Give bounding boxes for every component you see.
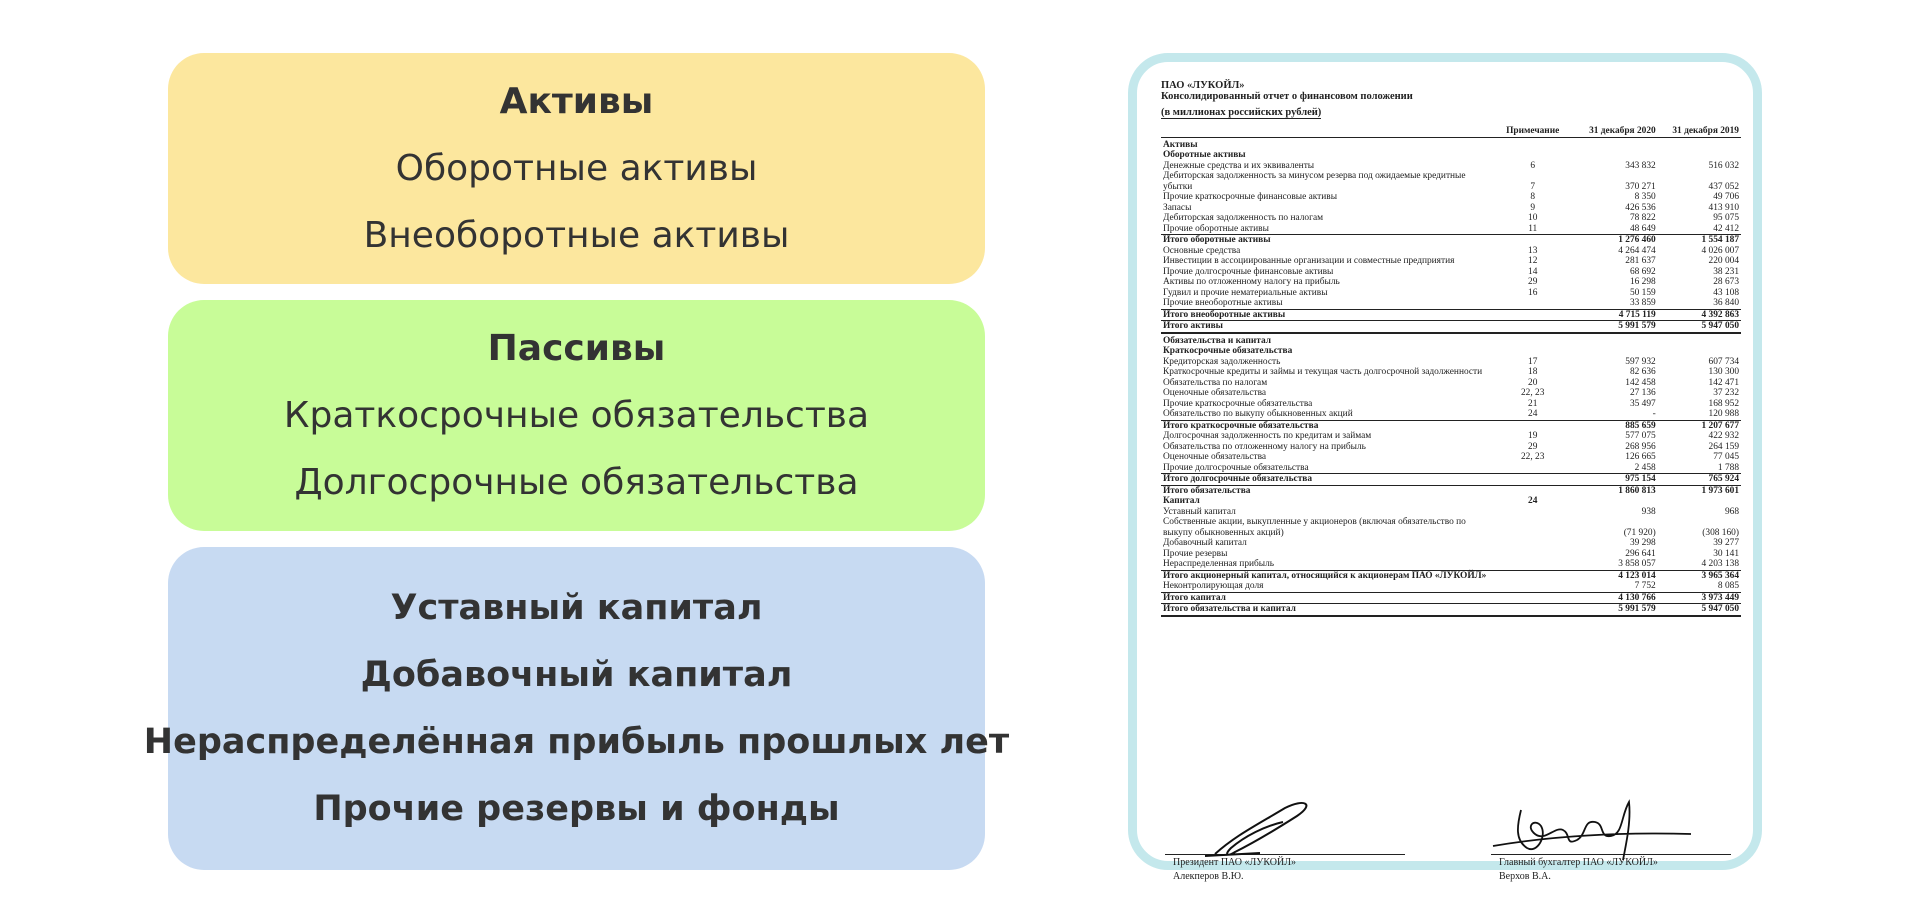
table-row [1161, 474, 1741, 486]
table-row [1161, 485, 1741, 496]
row-value-2020: 48 649 [1574, 224, 1657, 235]
doc-title: Консолидированный отчет о финансовом положении [1161, 91, 1413, 102]
row-label: Прочие долгосрочные обязательства [1161, 463, 1491, 474]
table-row [1161, 420, 1741, 431]
table-row [1161, 224, 1741, 235]
table-row [1161, 538, 1741, 549]
row-label: Итого обязательства и капитал [1161, 604, 1491, 616]
row-value-2019: 3 965 364 [1701, 570, 1739, 581]
table-row [1161, 192, 1741, 203]
row-label: Прочие долгосрочные финансовые активы [1163, 266, 1334, 277]
table-row [1161, 267, 1741, 278]
row-label: Дебиторская задолженность по налогам [1163, 213, 1324, 223]
row-label: Капитал [1163, 496, 1200, 506]
capital-item-retained: Нераспределённая прибыль прошлых лет [143, 721, 1010, 762]
row-note [1491, 420, 1575, 431]
table-row [1161, 277, 1741, 288]
row-label: Инвестиции в ассоциированные организации и совместные предприятия [1163, 256, 1455, 266]
row-label: Прочие оборотные активы [1161, 224, 1491, 235]
row-label: Основные средства [1163, 245, 1241, 256]
row-value-2020: 35 497 [1629, 398, 1656, 409]
row-label: Итого оборотные активы [1161, 235, 1491, 246]
table-row [1161, 213, 1741, 224]
row-value-2020: 281 637 [1625, 256, 1656, 266]
row-note [1491, 474, 1575, 486]
balance-sheet-table [1161, 122, 1741, 617]
row-label: Нераспределенная прибыль [1161, 559, 1491, 570]
row-label: Оценочные обязательства [1163, 452, 1267, 462]
row-note [1491, 549, 1575, 560]
table-row [1161, 321, 1741, 333]
row-value-2019: 516 032 [1708, 160, 1739, 171]
row-value-2020: 7 752 [1574, 581, 1657, 592]
row-value-2020: 4 130 766 [1574, 592, 1657, 604]
row-value-2019: 1 788 [1658, 463, 1741, 474]
row-note: 16 [1528, 287, 1538, 298]
row-value-2020: 126 665 [1625, 452, 1656, 462]
row-note: 29 [1528, 441, 1538, 452]
row-value-2019 [1658, 496, 1741, 507]
row-note [1491, 298, 1575, 309]
assets-item-noncurrent: Внеоборотные активы [363, 215, 790, 256]
liabilities-item-long-term: Долгосрочные обязательства [294, 462, 859, 503]
row-value-2020: 68 692 [1629, 266, 1656, 277]
row-label: Собственные акции, выкупленные у акционеров (включая обязательство по выкупу обыкновенных акций) [1163, 517, 1466, 538]
column-header-2019: 31 декабря 2019 [1658, 122, 1741, 137]
row-label: Краткосрочные кредиты и займы и текущая часть долгосрочной задолженности [1163, 367, 1483, 377]
row-note [1491, 485, 1575, 496]
row-label: Обязательства по отложенному налогу на прибыль [1163, 441, 1366, 452]
row-note: 24 [1528, 496, 1538, 506]
table-row [1161, 309, 1741, 321]
row-value-2020: 1 860 813 [1574, 485, 1657, 496]
row-label: Прочие внеоборотные активы [1161, 298, 1491, 309]
row-note: 14 [1528, 266, 1538, 277]
row-note [1491, 150, 1575, 161]
table-row [1161, 431, 1741, 442]
table-row [1161, 137, 1741, 150]
table-row [1161, 604, 1741, 616]
row-label: Добавочный капитал [1163, 538, 1247, 548]
table-row [1161, 442, 1741, 453]
signature-accountant-name: Верхов В.А. [1499, 871, 1551, 882]
table-row [1161, 161, 1741, 172]
row-value-2019 [1658, 137, 1741, 150]
liabilities-title: Пассивы [487, 328, 666, 369]
row-value-2019: 1 554 187 [1658, 235, 1741, 246]
row-value-2020: 938 [1641, 506, 1656, 517]
liabilities-item-short-term: Краткосрочные обязательства [283, 395, 870, 436]
row-value-2019: 168 952 [1708, 398, 1739, 409]
table-row [1161, 549, 1741, 560]
table-row [1161, 150, 1741, 161]
row-note [1491, 570, 1575, 581]
table-row [1161, 333, 1741, 347]
row-label: Итого внеоборотные активы [1161, 309, 1491, 321]
row-note: 13 [1528, 245, 1538, 256]
row-value-2020 [1574, 496, 1657, 507]
row-value-2019: 49 706 [1713, 192, 1739, 202]
balance-sheet-document [1161, 80, 1741, 882]
row-value-2019 [1658, 346, 1741, 357]
row-note: 19 [1528, 431, 1538, 441]
row-note: 29 [1528, 277, 1538, 287]
row-value-2020: 4 264 474 [1618, 245, 1656, 256]
row-note: 11 [1491, 224, 1575, 235]
row-value-2020: 268 956 [1625, 441, 1656, 452]
row-value-2019: 4 026 007 [1701, 245, 1739, 256]
row-value-2020: 50 159 [1629, 287, 1656, 298]
balance-sheet-body [1161, 122, 1741, 616]
row-note [1491, 333, 1575, 347]
row-note: 21 [1528, 398, 1538, 409]
row-value-2020: 2 458 [1574, 463, 1657, 474]
row-value-2020: 343 832 [1625, 160, 1656, 171]
row-value-2019: 264 159 [1708, 441, 1739, 452]
row-value-2019: 3 973 449 [1658, 592, 1741, 604]
row-value-2020: 16 298 [1629, 277, 1656, 287]
row-note [1491, 309, 1575, 321]
table-row [1161, 496, 1741, 507]
table-header-row [1161, 122, 1741, 137]
row-label: Итого акционерный капитал, относящийся к акционерам ПАО «ЛУКОЙЛ» [1163, 570, 1487, 581]
row-value-2020: 577 075 [1625, 431, 1656, 441]
row-label: Прочие краткосрочные обязательства [1163, 398, 1313, 409]
row-value-2020: 33 859 [1574, 298, 1657, 309]
row-note: 6 [1530, 160, 1536, 171]
row-value-2020: 27 136 [1629, 388, 1656, 398]
row-label: Прочие резервы [1163, 548, 1228, 559]
signature-president-role: Президент ПАО «ЛУКОЙЛ» [1173, 857, 1297, 868]
capital-item-reserves: Прочие резервы и фонды [313, 788, 840, 829]
row-value-2019 [1658, 150, 1741, 161]
table-row [1161, 581, 1741, 592]
row-value-2020: 142 458 [1625, 377, 1656, 388]
row-note [1491, 463, 1575, 474]
row-label: Итого капитал [1161, 592, 1491, 604]
liabilities-card [168, 300, 985, 531]
row-value-2020: 4 123 014 [1618, 570, 1656, 581]
row-note [1491, 538, 1575, 549]
table-row [1161, 388, 1741, 399]
row-value-2019: 1 207 677 [1658, 420, 1741, 431]
row-value-2019: 36 840 [1658, 298, 1741, 309]
signature-accountant-mark [1491, 796, 1711, 866]
doc-company: ПАО «ЛУКОЙЛ» [1161, 80, 1245, 91]
row-label: Прочие краткосрочные финансовые активы [1163, 192, 1338, 202]
row-value-2019: 968 [1724, 506, 1739, 517]
row-label: Активы [1163, 139, 1198, 150]
row-value-2020: 3 858 057 [1574, 559, 1657, 570]
row-note: 9 [1530, 202, 1536, 213]
row-value-2019: 5 947 050 [1658, 321, 1741, 333]
row-note [1491, 581, 1575, 592]
table-row [1161, 298, 1741, 309]
row-value-2019: 43 108 [1713, 287, 1739, 298]
row-value-2020: - [1574, 409, 1657, 420]
row-label: Итого краткосрочные обязательства [1161, 420, 1491, 431]
row-label: Денежные средства и их эквиваленты [1163, 160, 1315, 171]
row-value-2019: 5 947 050 [1658, 604, 1741, 616]
row-value-2019: 77 045 [1713, 452, 1739, 462]
row-value-2019: 38 231 [1713, 266, 1739, 277]
table-row [1161, 288, 1741, 299]
row-label: Обязательства и капитал [1163, 335, 1271, 346]
table-row [1161, 246, 1741, 257]
row-value-2020: 39 298 [1629, 538, 1656, 548]
column-header-2020: 31 декабря 2020 [1574, 122, 1657, 137]
row-value-2019: (308 160) [1702, 527, 1739, 538]
capital-item-additional: Добавочный капитал [360, 654, 793, 695]
row-value-2020: 5 991 579 [1574, 604, 1657, 616]
row-label: Обязательства по налогам [1163, 377, 1268, 388]
table-row [1161, 570, 1741, 581]
row-value-2019: 607 734 [1708, 356, 1739, 367]
doc-units: (в миллионах российских рублей) [1161, 107, 1322, 118]
row-value-2020: 296 641 [1625, 548, 1656, 559]
signature-area [1161, 796, 1741, 886]
row-value-2020: 597 932 [1625, 356, 1656, 367]
row-value-2019: 42 412 [1658, 224, 1741, 235]
row-value-2019: 765 924 [1658, 474, 1741, 486]
capital-item-charter: Уставный капитал [390, 587, 763, 628]
row-note [1491, 517, 1575, 538]
row-label: Оборотные активы [1163, 150, 1246, 160]
row-value-2019: 4 203 138 [1658, 559, 1741, 570]
row-label: Кредиторская задолженность [1163, 356, 1281, 367]
row-label: Итого долгосрочные обязательства [1161, 474, 1491, 486]
assets-title: Активы [499, 81, 654, 122]
row-note: 18 [1528, 367, 1538, 377]
row-value-2019: 95 075 [1713, 213, 1739, 223]
table-row [1161, 507, 1741, 518]
capital-card [143, 547, 1010, 870]
table-row [1161, 517, 1741, 538]
row-note [1491, 321, 1575, 333]
table-row [1161, 592, 1741, 604]
table-row [1161, 235, 1741, 246]
row-label: Краткосрочные обязательства [1163, 346, 1293, 356]
row-value-2019: 30 141 [1713, 548, 1739, 559]
row-note [1491, 235, 1575, 246]
row-note [1491, 346, 1575, 357]
row-note: 12 [1528, 256, 1538, 266]
row-label: Оценочные обязательства [1163, 388, 1267, 398]
table-row [1161, 357, 1741, 368]
table-row [1161, 378, 1741, 389]
assets-item-current: Оборотные активы [395, 148, 758, 189]
row-value-2020: 4 715 119 [1574, 309, 1657, 321]
row-value-2020: 78 822 [1629, 213, 1656, 223]
row-value-2019: 1 973 601 [1658, 485, 1741, 496]
row-value-2019: 28 673 [1713, 277, 1739, 287]
table-row [1161, 203, 1741, 214]
row-value-2019: 220 004 [1708, 256, 1739, 266]
balance-sheet-frame [1128, 53, 1762, 882]
row-label: Запасы [1163, 202, 1192, 213]
row-value-2020: 426 536 [1625, 202, 1656, 213]
row-label: Гудвил и прочие нематериальные активы [1163, 287, 1328, 298]
assets-card [168, 53, 985, 284]
row-note: 22, 23 [1520, 452, 1545, 462]
row-value-2019: 39 277 [1713, 538, 1739, 548]
row-label: Неконтролирующая доля [1161, 581, 1491, 592]
row-label: Уставный капитал [1163, 506, 1236, 517]
row-value-2020: 82 636 [1629, 367, 1656, 377]
row-value-2020: 8 350 [1634, 192, 1656, 202]
row-value-2020 [1574, 333, 1657, 347]
table-row [1161, 367, 1741, 378]
row-note: 24 [1491, 409, 1575, 420]
table-row [1161, 409, 1741, 420]
row-value-2019: 4 392 863 [1658, 309, 1741, 321]
row-value-2019: 120 988 [1658, 409, 1741, 420]
table-row [1161, 256, 1741, 267]
row-value-2019: 37 232 [1713, 388, 1739, 398]
row-note: 10 [1528, 213, 1538, 223]
row-note [1491, 559, 1575, 570]
signature-president [1165, 796, 1405, 883]
row-value-2020 [1574, 137, 1657, 150]
table-row [1161, 399, 1741, 410]
row-label: Долгосрочная задолженность по кредитам и займам [1163, 431, 1372, 441]
column-header-note: Примечание [1491, 122, 1575, 137]
row-value-2019: 142 471 [1708, 377, 1739, 388]
row-value-2020 [1574, 346, 1657, 357]
row-value-2020: 370 271 [1625, 181, 1656, 192]
row-note: 7 [1530, 181, 1536, 192]
row-value-2019: 130 300 [1708, 367, 1739, 377]
row-note: 22, 23 [1520, 388, 1545, 398]
table-row [1161, 559, 1741, 570]
row-label: Итого активы [1161, 321, 1491, 333]
row-note: 17 [1528, 356, 1538, 367]
row-label: Активы по отложенному налогу на прибыль [1163, 277, 1340, 287]
row-value-2020: (71 920) [1623, 527, 1656, 538]
row-value-2019: 422 932 [1708, 431, 1739, 441]
row-value-2019: 8 085 [1658, 581, 1741, 592]
signature-accountant [1491, 796, 1731, 883]
row-value-2020: 5 991 579 [1574, 321, 1657, 333]
row-note [1491, 604, 1575, 616]
signature-president-mark [1165, 796, 1365, 860]
row-value-2019: 437 052 [1708, 181, 1739, 192]
signature-accountant-role: Главный бухгалтер ПАО «ЛУКОЙЛ» [1499, 857, 1658, 868]
row-note: 20 [1528, 377, 1538, 388]
row-value-2019: 413 910 [1708, 202, 1739, 213]
row-note [1491, 137, 1575, 150]
row-note [1491, 507, 1575, 518]
signature-president-name: Алекперов В.Ю. [1173, 871, 1244, 882]
row-value-2019 [1658, 333, 1741, 347]
table-row [1161, 171, 1741, 192]
row-label: Обязательство по выкупу обыкновенных акций [1161, 409, 1491, 420]
row-note [1491, 592, 1575, 604]
row-value-2020: 975 154 [1574, 474, 1657, 486]
table-row [1161, 452, 1741, 463]
table-row [1161, 463, 1741, 474]
row-value-2020: 1 276 460 [1574, 235, 1657, 246]
row-value-2020 [1574, 150, 1657, 161]
row-note: 8 [1530, 192, 1536, 202]
column-header-label [1161, 122, 1491, 137]
table-row [1161, 346, 1741, 357]
row-value-2020: 885 659 [1574, 420, 1657, 431]
row-label: Дебиторская задолженность за минусом резерва под ожидаемые кредитные убытки [1163, 171, 1466, 192]
row-label: Итого обязательства [1161, 485, 1491, 496]
